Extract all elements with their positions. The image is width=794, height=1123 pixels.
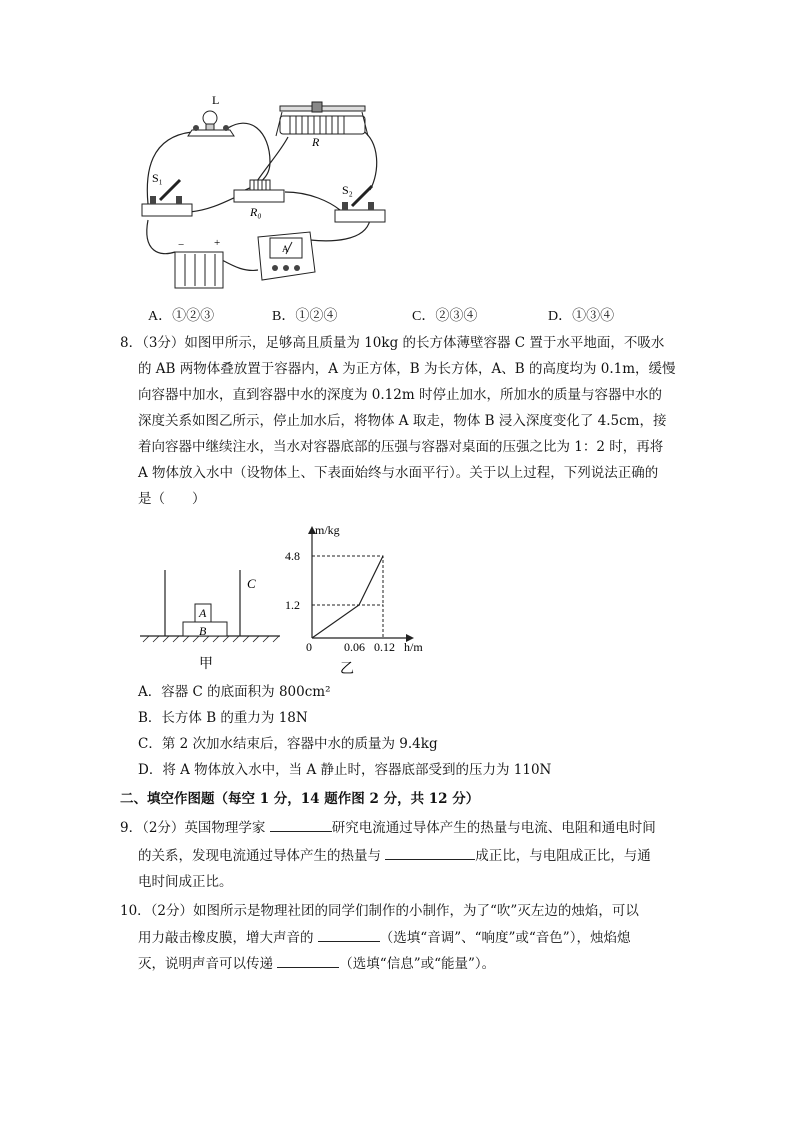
switch-S1	[142, 171, 192, 216]
battery	[175, 237, 223, 288]
q10-blank-1[interactable]	[318, 927, 380, 942]
q10-line-3: 灭，说明声音可以传递 （选填“信息”或“能量”）。	[138, 953, 495, 974]
q9-line-1: 9．（2分）英国物理学家 研究电流通过导体产生的热量与电流、电阻和通电时间	[120, 817, 656, 838]
ammeter	[258, 232, 315, 280]
label-S1: S₁	[152, 171, 163, 185]
ammeter-symbol: A	[282, 244, 289, 254]
q9-line-3: 电时间成正比。	[138, 874, 233, 890]
q7-option-d: D．①③④	[548, 309, 615, 324]
q8-option-b: B．长方体 B 的重力为 18N	[138, 710, 308, 726]
y-axis-label: m/kg	[315, 523, 340, 537]
q8-line-1: 8．（3分）如图甲所示，足够高且质量为 10kg 的长方体薄壁容器 C 置于水平地面，不吸水	[120, 335, 665, 351]
graph-line	[312, 556, 383, 638]
q8-line-3: 向容器中加水，直到容器中水的深度为 0.12m 时停止加水，所加水的质量与容器中水的	[138, 387, 662, 403]
q7-option-a: A．①②③	[148, 309, 215, 324]
lamp-L	[188, 93, 234, 136]
q9-blank-2[interactable]	[385, 845, 475, 860]
q7-option-c: C．②③④	[412, 309, 478, 324]
origin-label: 0	[306, 640, 312, 654]
label-C: C	[247, 576, 256, 591]
q8-option-d: D．将 A 物体放入水中，当 A 静止时，容器底部受到的压力为 110N	[138, 762, 552, 778]
x-axis-label: h/m	[404, 640, 423, 654]
y-tick-4-8: 4.8	[285, 549, 300, 563]
battery-minus: −	[178, 239, 185, 251]
label-B: B	[199, 624, 207, 638]
q8-line-2: 的 AB 两物体叠放置于容器内，A 为正方体，B 为长方体，A、B 的高度均为 0.1m，缓慢	[138, 361, 676, 377]
label-L: L	[212, 93, 220, 107]
battery-plus: +	[214, 237, 221, 249]
q8-line-5: 着向容器中继续注水，当水对容器底部的压强与容器对桌面的压强之比为 1：2 时，再将	[138, 439, 664, 455]
resistor-R0	[234, 180, 284, 219]
q8-option-c: C．第 2 次加水结束后，容器中水的质量为 9.4kg	[138, 736, 438, 752]
switch-S2	[335, 183, 385, 222]
q8-line-6: A 物体放入水中（设物体上、下表面始终与水面平行）。关于以上过程，下列说法正确的	[138, 465, 659, 481]
caption-jia: 甲	[199, 657, 213, 672]
q8-line-4: 深度关系如图乙所示，停止加水后，将物体 A 取走，物体 B 浸入深度变化了 4.5cm，接	[138, 413, 667, 429]
label-R: R	[312, 135, 320, 149]
caption-yi: 乙	[340, 662, 354, 675]
y-tick-1-2: 1.2	[285, 598, 300, 612]
q10-line-1: 10．（2分）如图所示是物理社团的同学们制作的小制作，为了“吹”灭左边的烛焰，可以	[120, 903, 639, 919]
q9-blank-1[interactable]	[270, 817, 332, 832]
label-S2: S₂	[342, 183, 353, 197]
q9-line-2: 的关系，发现电流通过导体产生的热量与 成正比，与电阻成正比，与通	[138, 845, 651, 866]
q8-option-a: A．容器 C 的底面积为 800cm²	[138, 684, 331, 700]
rheostat-R	[276, 102, 368, 149]
circuit-figure	[130, 92, 390, 302]
figure-jia	[135, 560, 285, 675]
q7-option-b: B．①②④	[272, 309, 338, 324]
q8-line-7: 是（ ）	[138, 491, 206, 507]
label-A: A	[199, 606, 207, 620]
x-tick-0-12: 0.12	[374, 640, 395, 654]
figure-yi	[280, 520, 450, 675]
x-tick-0-06: 0.06	[344, 640, 365, 654]
q10-blank-2[interactable]	[277, 953, 339, 968]
section-2-title: 二、填空作图题（每空 1 分，14 题作图 2 分，共 12 分）	[120, 791, 480, 807]
q10-line-2: 用力敲击橡皮膜，增大声音的 （选填“音调”、“响度”或“音色”），烛焰熄	[138, 927, 630, 948]
label-R0: R₀	[250, 205, 262, 219]
